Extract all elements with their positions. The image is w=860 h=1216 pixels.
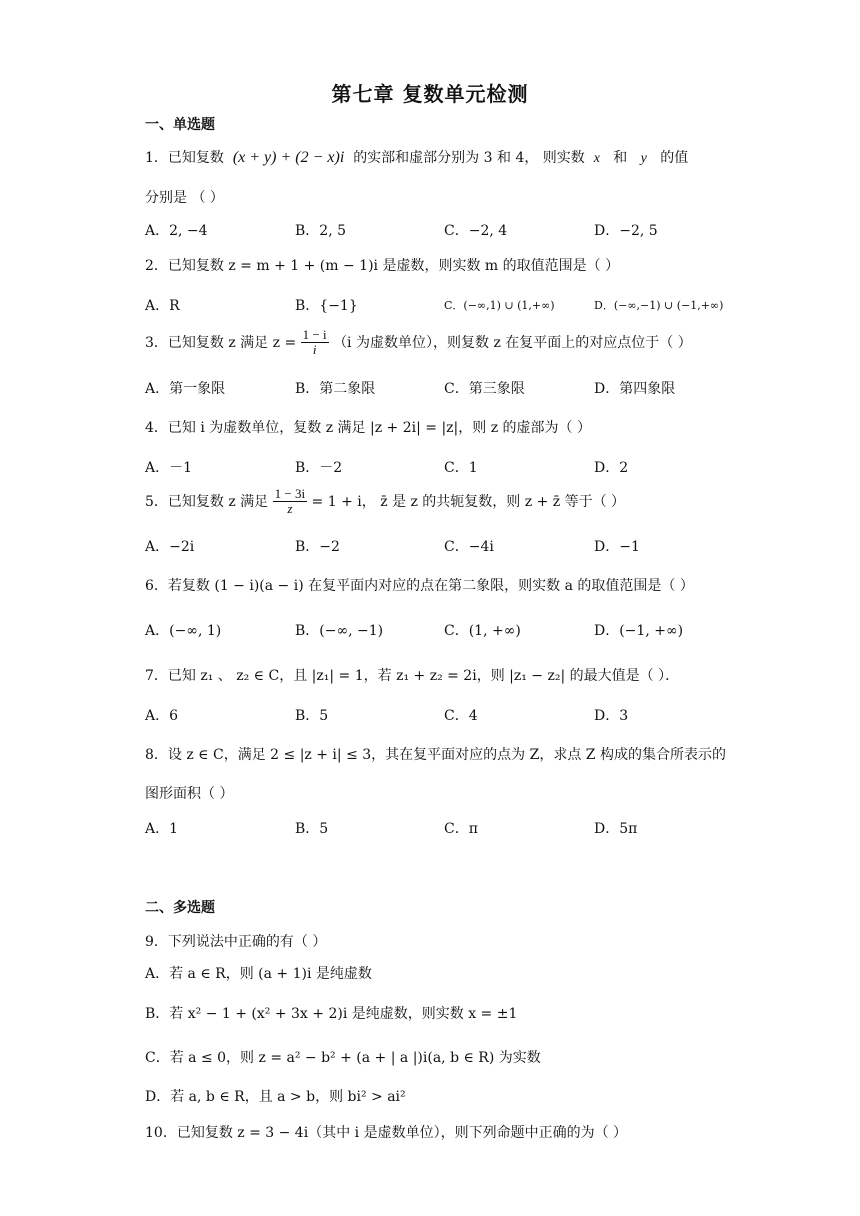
question-6: 6．若复数 (1 − i)(a − i) 在复平面内对应的点在第二象限，则实数 a 的取值范围是（ ） [145,578,694,594]
q5-option-b: B．−2 [295,539,340,555]
q6-option-d: D．(−1, +∞) [594,623,684,639]
q3-option-b: B．第二象限 [295,381,376,397]
q9-option-b: B．若 x² − 1 + (x² + 3x + 2)i 是纯虚数，则实数 x = ±1 [145,1006,518,1022]
q5-fraction: $\frac{1 - 3i}{z}$ [274,486,306,517]
q3-option-d: D．第四象限 [594,381,676,397]
q8-option-d: D．5π [594,821,638,837]
q2-option-b: B．{−1} [295,298,358,314]
question-1-line-1: 1．已知复数 (x + y) + (2 − x)i 的实部和虚部分别为 3 和 4， 则实数 x 和 y 的值 [145,149,689,166]
q3-option-c: C．第三象限 [444,381,525,397]
question-8-line-1: 8．设 z ∈ C，满足 2 ≤ |z + i| ≤ 3，其在复平面对应的点为 Z，求点 Z 构成的集合所表示的 [145,747,726,763]
q9-option-d: D．若 a, b ∈ R，且 a > b，则 bi² > ai² [145,1089,406,1105]
q1-option-b: B．2, 5 [295,223,347,239]
question-4: 4．已知 i 为虚数单位，复数 z 满足 |z + 2i| = |z|，则 z 的虚部为（ ） [145,420,592,436]
q3-fraction: $\frac{1 - i}{i}$ [302,327,327,358]
q5-option-d: D．−1 [594,539,640,555]
q8-option-b: B．5 [295,821,329,837]
q5-option-c: C．−4i [444,539,494,555]
q8-option-a: A．1 [145,821,179,837]
q6-option-a: A．(−∞, 1) [145,623,222,639]
question-9: 9．下列说法中正确的有（ ） [145,934,327,950]
q1-option-d: D．−2, 5 [594,223,658,239]
q7-option-a: A．6 [145,708,179,724]
q4-option-a: A．－1 [145,460,193,476]
q1-expression: (x + y) + (2 − x)i [232,149,345,166]
q2-option-c: C．(−∞,1) ∪ (1,+∞) [444,299,555,312]
question-3: 3．已知复数 z 满足 z = $\frac{1 - i}{i}$ （i 为虚数单位），则复数 z 在复平面上的对应点位于（ ） [145,327,692,358]
question-2: 2．已知复数 z = m + 1 + (m − 1)i 是虚数，则实数 m 的取值范围是（ ） [145,258,620,274]
q9-option-c: C．若 a ≤ 0，则 z = a² − b² + (a + | a |)i(a, b ∈ R) 为实数 [145,1050,541,1066]
q3-option-a: A．第一象限 [145,381,226,397]
question-1-line-2: 分别是 （ ） [145,190,224,206]
q5-option-a: A．−2i [145,539,195,555]
q8-option-c: C．π [444,821,478,837]
q7-option-c: C．4 [444,708,478,724]
q9-option-a: A．若 a ∈ R，则 (a + 1)i 是纯虚数 [145,966,372,982]
q4-option-b: B．－2 [295,460,343,476]
question-7: 7．已知 z₁ 、 z₂ ∈ C，且 |z₁| = 1，若 z₁ + z₂ = 2i，则 |z₁ − z₂| 的最大值是（ ）． [145,668,680,684]
q6-option-b: B．(−∞, −1) [295,623,384,639]
q7-option-b: B．5 [295,708,329,724]
q1-option-c: C．−2, 4 [444,223,508,239]
q2-option-a: A．R [145,298,180,314]
q7-option-d: D．3 [594,708,629,724]
page-title: 第七章 复数单元检测 [331,82,529,106]
question-10: 10．已知复数 z = 3 − 4i（其中 i 是虚数单位），则下列命题中正确的为（ ） [145,1125,628,1141]
question-5: 5．已知复数 z 满足 $\frac{1 - 3i}{z}$ = 1 + i， z̄ 是 z 的共轭复数，则 z + z̄ 等于（ ） [145,486,626,517]
q6-option-c: C．(1, +∞) [444,623,521,639]
q1-option-a: A．2, −4 [145,223,208,239]
section-heading-single-choice: 一、单选题 [145,117,215,133]
section-heading-multiple-choice: 二、多选题 [145,900,215,916]
q4-option-c: C．1 [444,460,478,476]
question-8-line-2: 图形面积（ ） [145,786,234,802]
q4-option-d: D．2 [594,460,629,476]
q2-option-d: D．(−∞,−1) ∪ (−1,+∞) [594,299,724,312]
